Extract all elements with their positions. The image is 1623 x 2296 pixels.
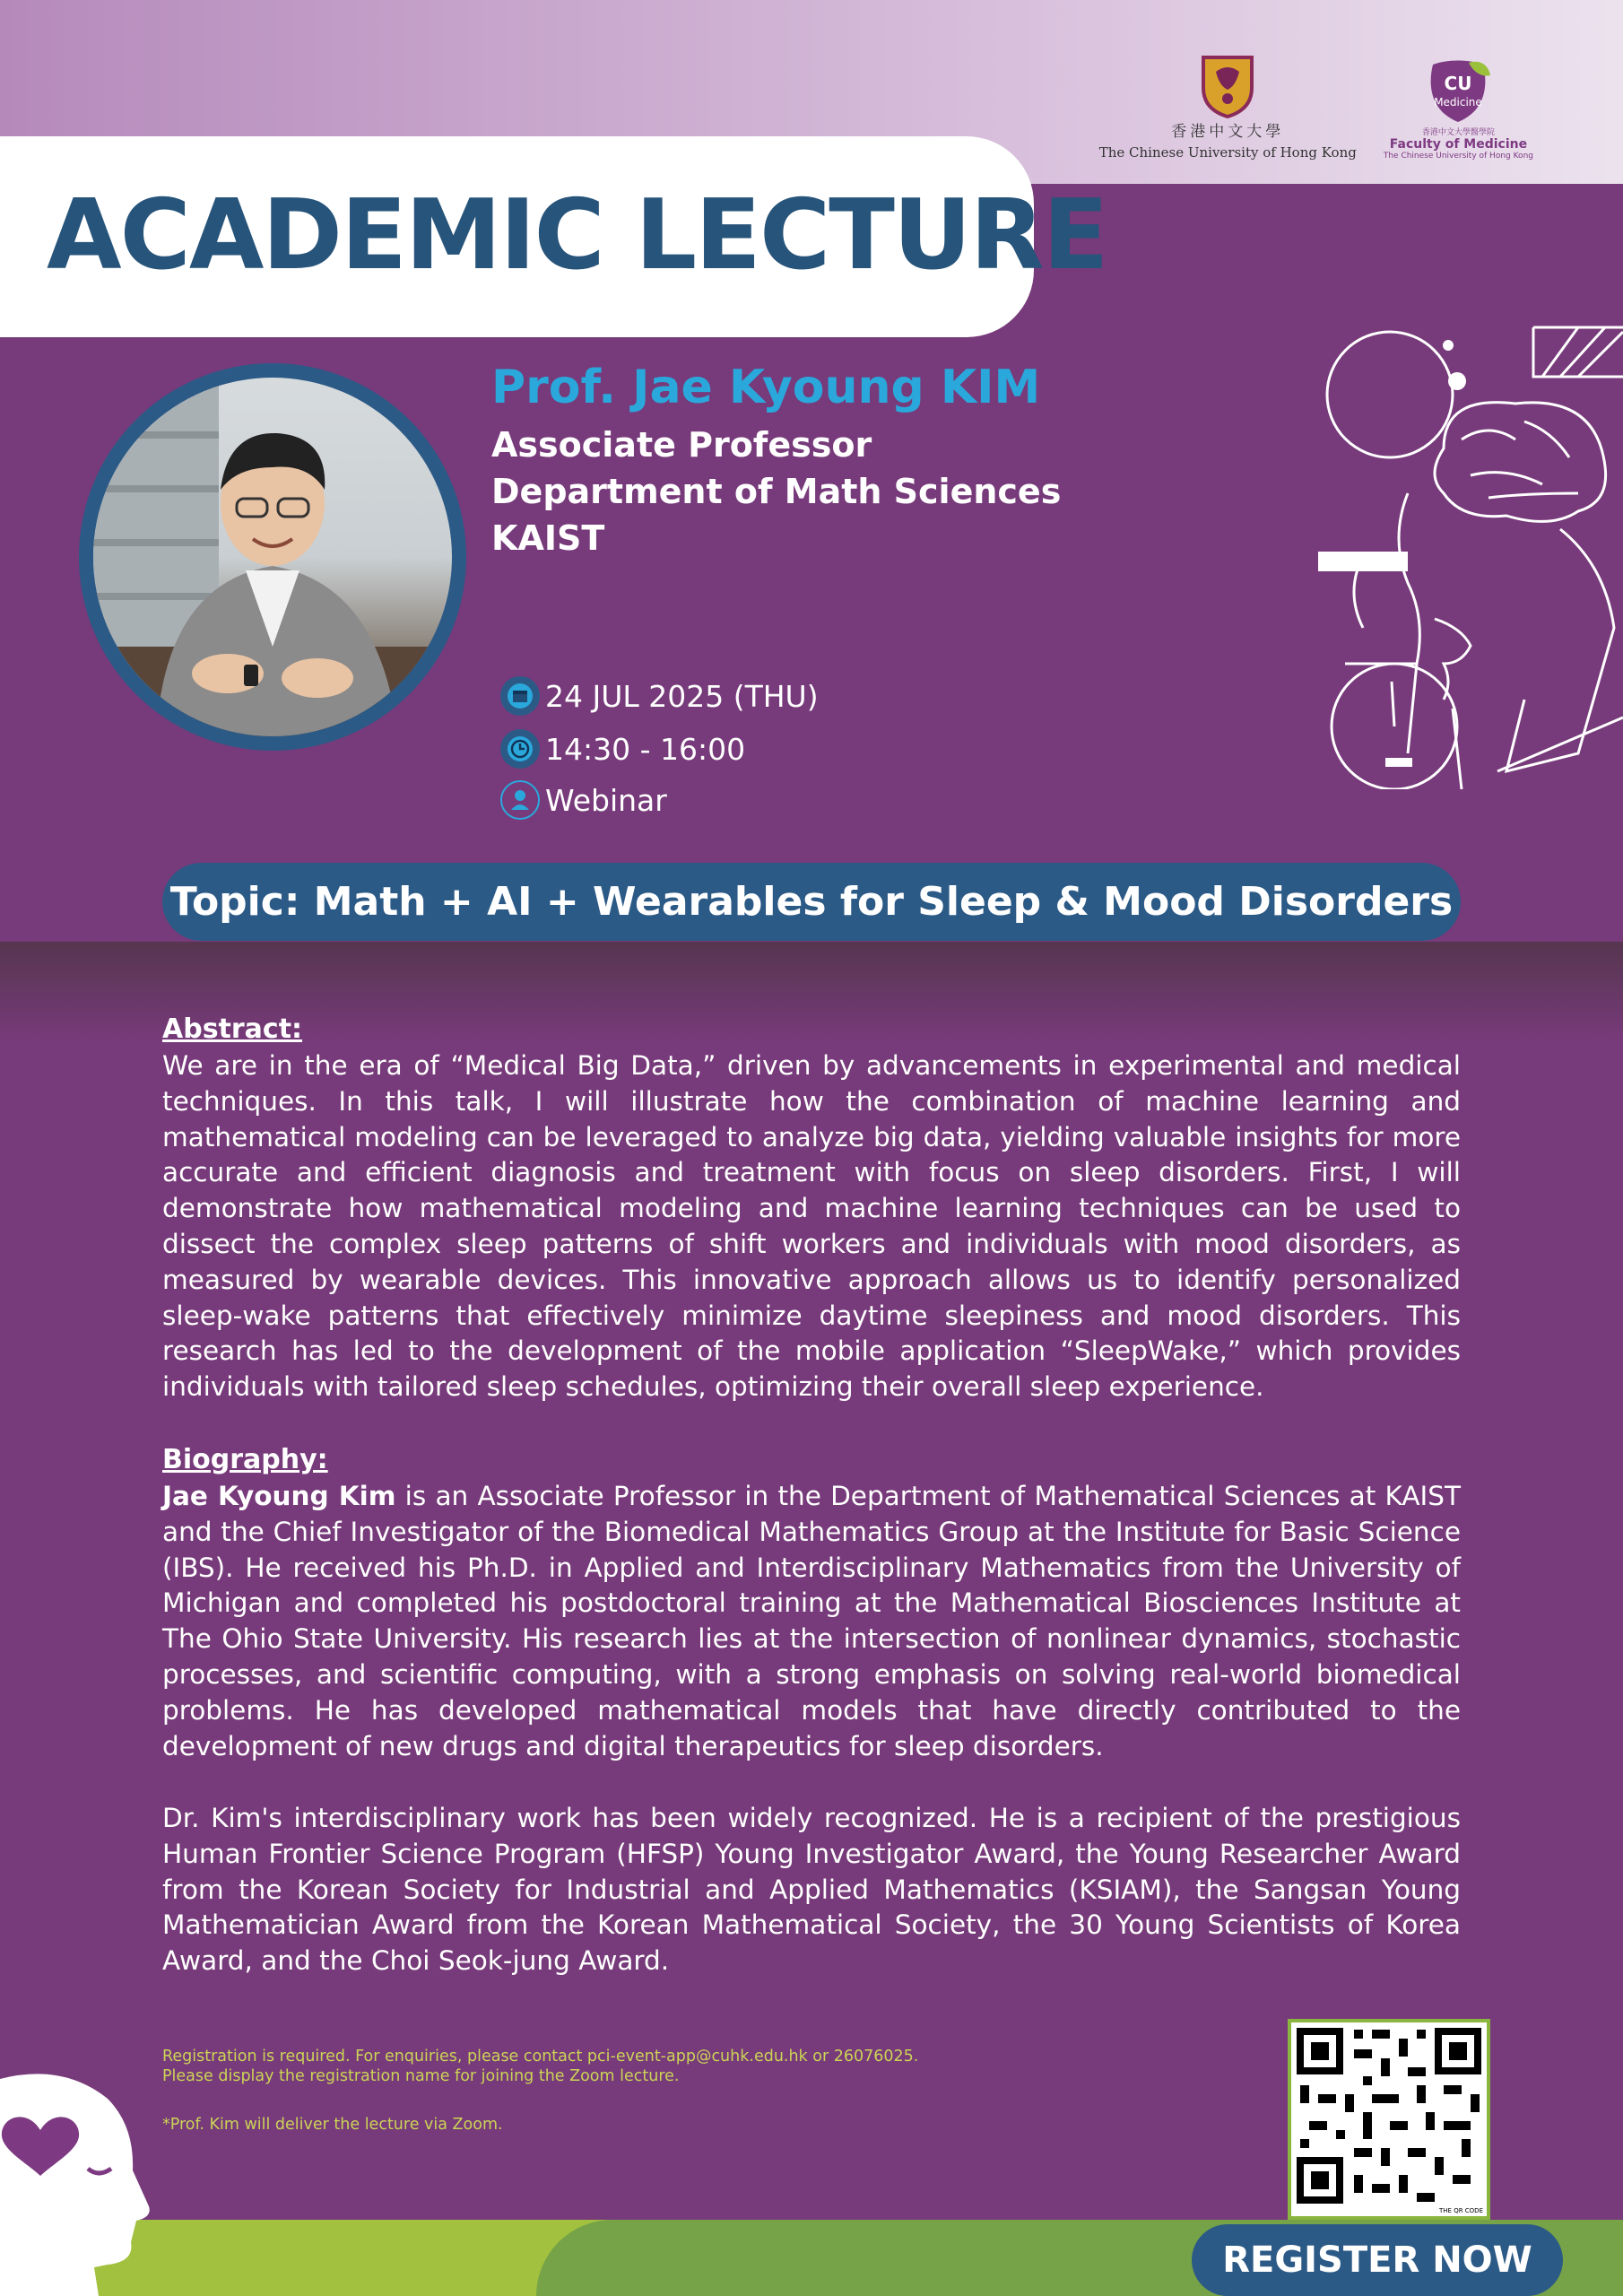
speaker-photo	[93, 378, 452, 736]
event-time	[500, 729, 745, 769]
clock-icon	[500, 729, 540, 769]
abstract-heading: Abstract:	[162, 1013, 303, 1045]
speaker-institution: KAIST	[491, 518, 605, 558]
cuhk-logo	[1099, 54, 1357, 161]
medicine-sub: The Chinese University of Hong Kong	[1383, 152, 1533, 161]
event-date	[500, 676, 819, 716]
qr-code-icon	[1291, 2022, 1487, 2216]
speaker-portrait-icon	[93, 378, 452, 736]
biography-heading: Biography:	[162, 1444, 328, 1475]
event-date-text: 24 JUL 2025 (THU)	[545, 678, 819, 714]
event-venue	[500, 780, 667, 820]
abstract-text: We are in the era of “Medical Big Data,” driven by advancements in experimental and medical techniques. In this talk, I will illustrate how the combination of machine learning and mathematical modeling can be leveraged to analyze big data, yielding valuable insights for more accurate and efficient diagnosis and treatment with focus on sleep disorders. First, I will demonstrate how mathematical modeling and machine learning techniques can be used to dissect the complex sleep patterns of shift workers and individuals with mood disorders, as measured by wearable devices. This innovative approach allows us to identify personalized sleep-wake patterns that effectively minimize daytime sleepiness and mood disorders. This research has led to the development of the mobile application “SleepWake,” which provides individuals with tailored sleep schedules, optimizing their overall sleep experience.	[162, 1050, 1461, 1403]
page-title: ACADEMIC LECTURE	[47, 179, 1107, 291]
cuhk-name-en: The Chinese University of Hong Kong	[1098, 144, 1357, 161]
biography-para-2: Dr. Kim's interdisciplinary work has been widely recognized. He is a recipient of the prestigious Human Frontier Science Program (HFSP) Young Investigator Award, the Young Researcher Award from the Korean Society for Industrial and Applied Mathematics (KSIAM), the Sangsan Young Mathematician Award from the Korean Mathematical Society, the 30 Young Scientists of Korea Award, and the Choi Seok-jung Award.	[162, 1803, 1461, 1977]
medicine-logo	[1384, 56, 1533, 161]
registration-qr-code[interactable]	[1288, 2019, 1490, 2220]
medicine-name-zh: 香港中文大學醫學院	[1421, 128, 1495, 137]
event-venue-text: Webinar	[545, 782, 667, 818]
zoom-delivery-note: *Prof. Kim will deliver the lecture via Zoom.	[162, 2116, 503, 2134]
svg-text:CU: CU	[1444, 73, 1472, 94]
head-heart-icon	[0, 2063, 157, 2296]
cuhk-crest-icon	[1200, 54, 1255, 118]
biography-para-1-text: is an Associate Professor in the Department of Mathematical Sciences at KAIST and the Chief Investigator of the Biomedical Mathematics Group at the Institute for Basic Science (IBS). He received his Ph.D. in Applied and Interdisciplinary Mathematics from the University of Michigan and completed his postdoctoral training at the Mathematical Biosciences Institute at The Ohio State University. His research lies at the intersection of nonlinear dynamics, stochastic processes, and scientific computing, with a strong emphasis on solving real-world biomedical problems. He has developed mathematical models that have directly contributed to the development of new drugs and digital therapeutics for sleep disorders.	[162, 1481, 1461, 1761]
calendar-icon	[500, 676, 540, 716]
zoom-name-note: Please display the registration name for joining the Zoom lecture.	[162, 2067, 680, 2085]
person-icon	[500, 780, 540, 820]
medicine-name-en: Faculty of Medicine	[1389, 137, 1528, 152]
speaker-position: Associate Professor	[491, 425, 872, 465]
logo-group	[1099, 54, 1533, 161]
topic-banner: Topic: Math + AI + Wearables for Sleep & Mood Disorders	[162, 863, 1461, 941]
cu-medicine-badge-icon	[1422, 56, 1494, 126]
biography-name: Jae Kyoung Kim	[162, 1481, 396, 1511]
brain-illustration-icon	[1309, 323, 1623, 789]
svg-text:Medicine: Medicine	[1434, 96, 1483, 109]
event-time-text: 14:30 - 16:00	[545, 731, 746, 767]
cuhk-name-zh: 香港中文大學	[1171, 123, 1285, 141]
qr-caption: THE QR CODE	[1439, 2207, 1483, 2214]
biography-para-1	[162, 1479, 1461, 1764]
registration-note: Registration is required. For enquiries, please contact pci-event-app@cuhk.edu.hk or 26076025.	[162, 2048, 919, 2066]
speaker-name: Prof. Jae Kyoung KIM	[491, 361, 1041, 414]
register-now-button[interactable]: REGISTER NOW	[1192, 2224, 1563, 2296]
speaker-department: Department of Math Sciences	[491, 472, 1062, 511]
